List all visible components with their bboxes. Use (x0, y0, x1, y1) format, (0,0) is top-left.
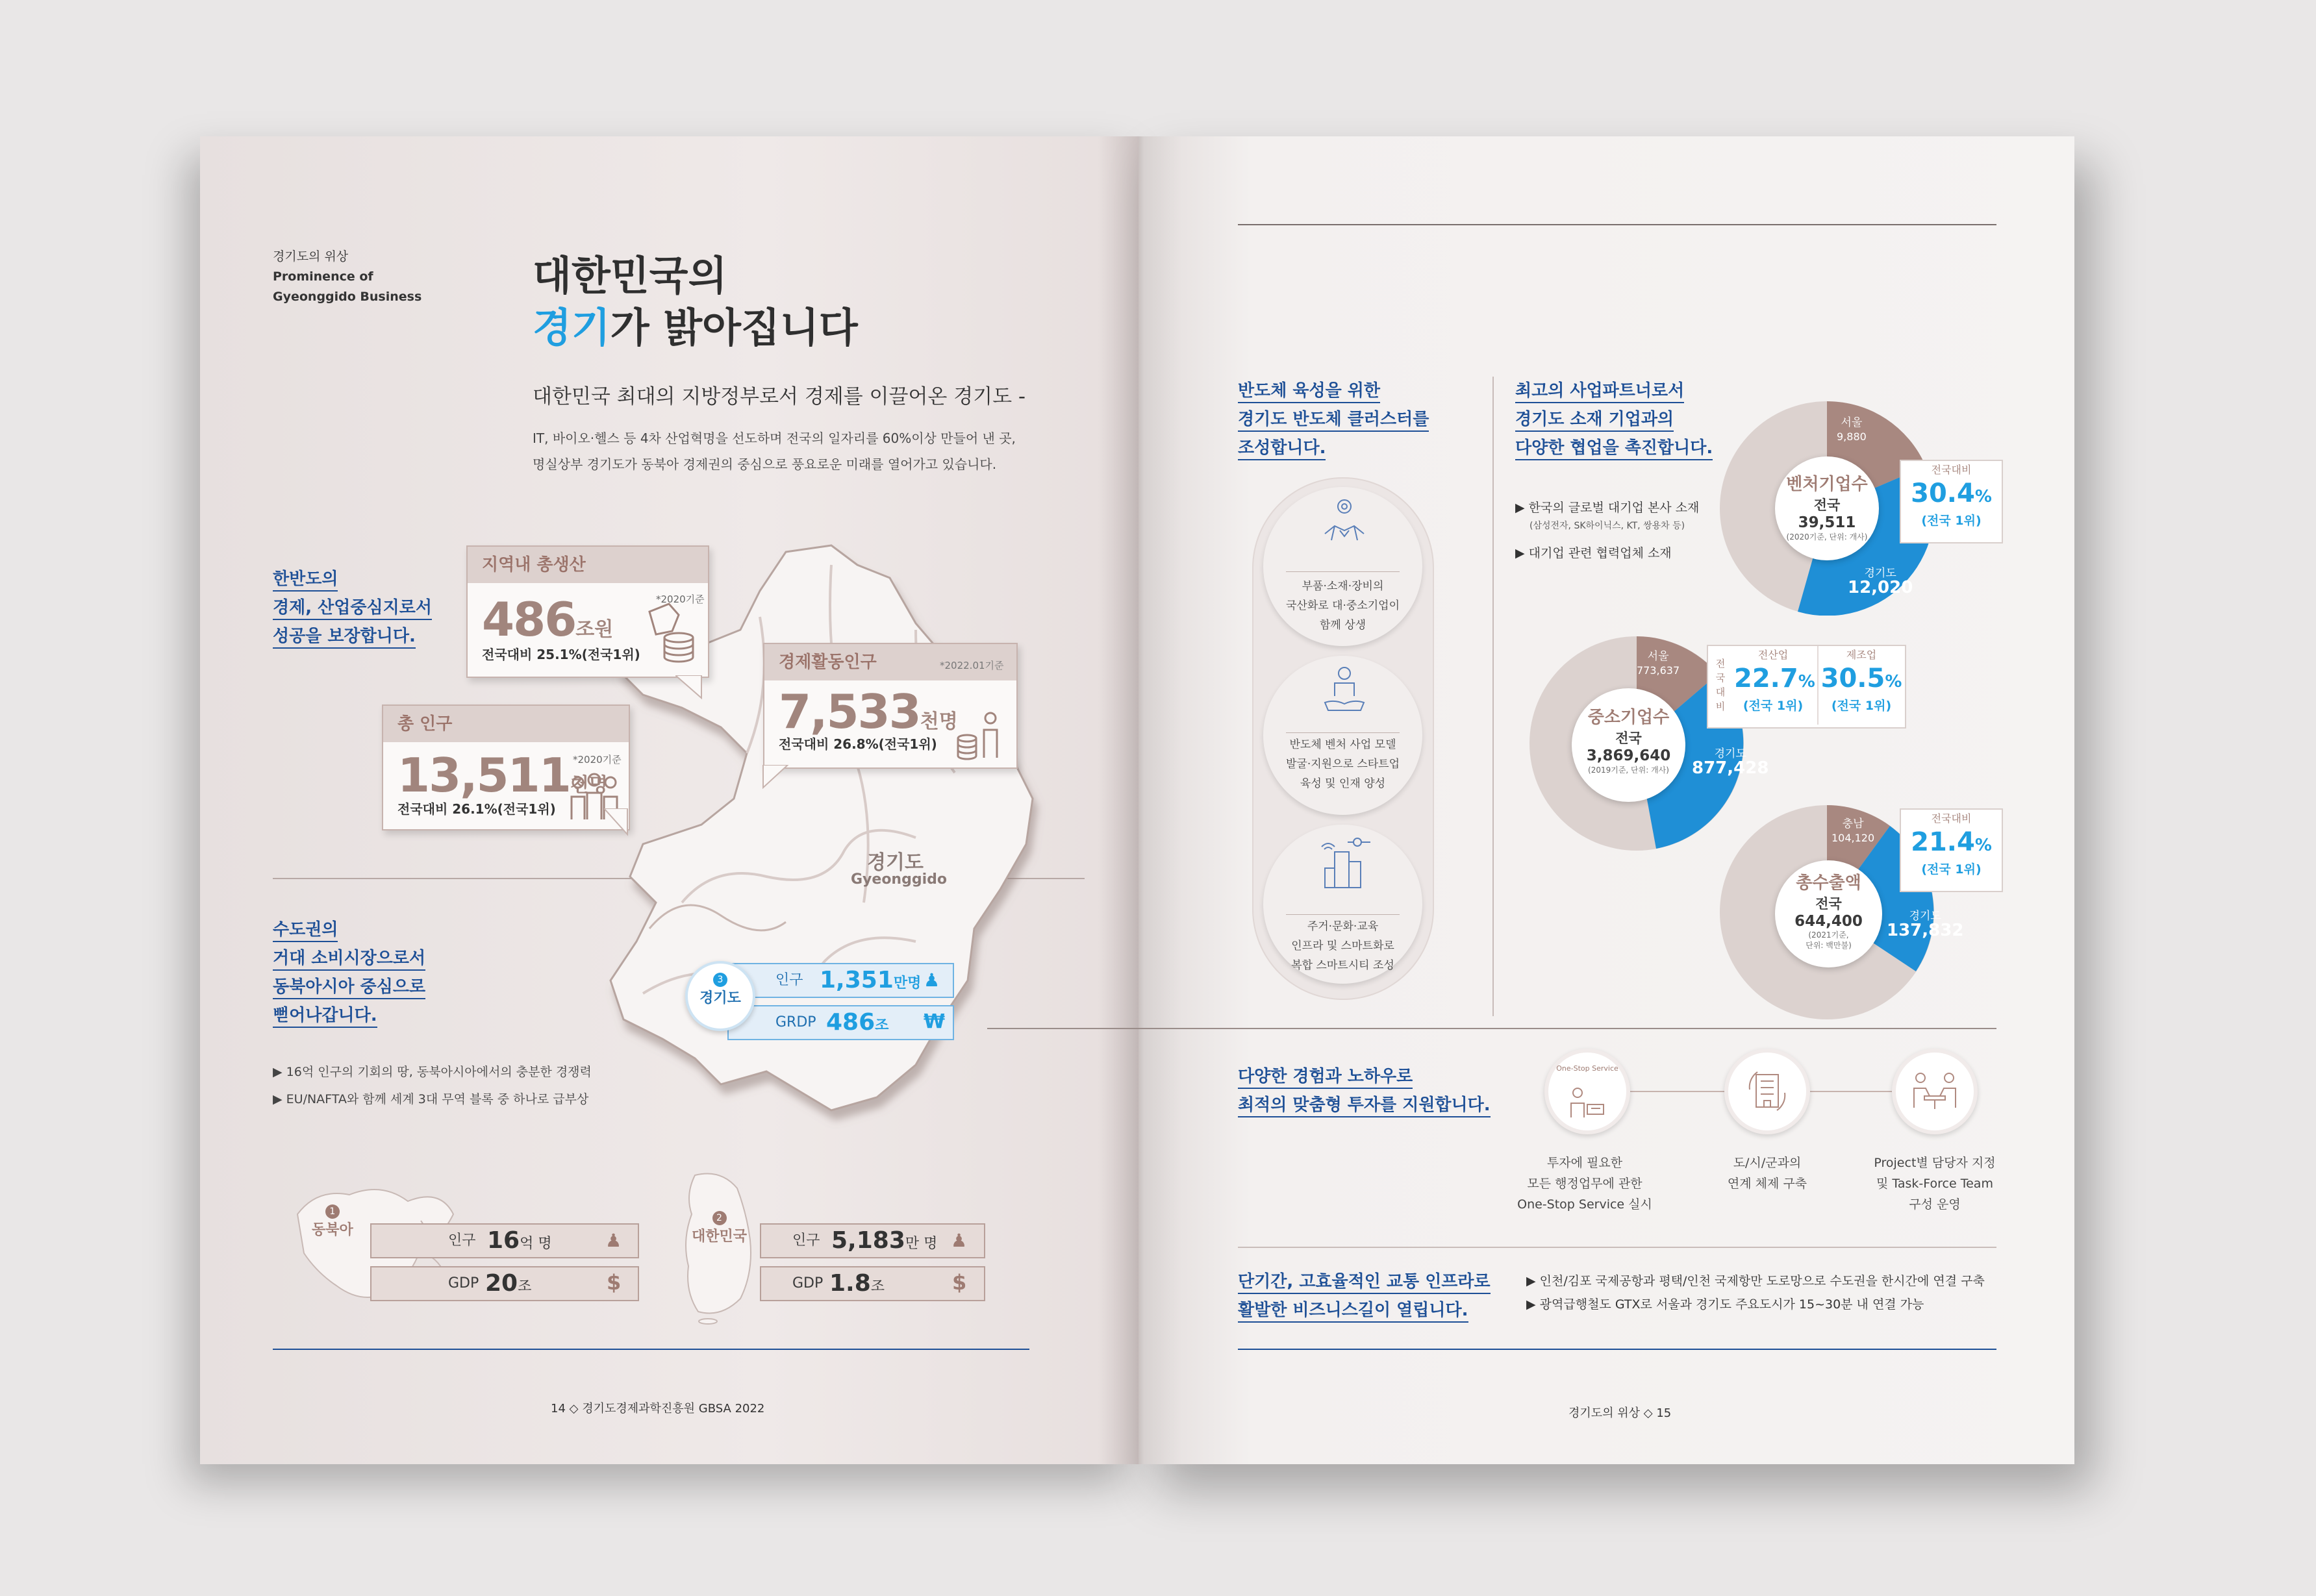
map-label-en: Gyeonggido (851, 871, 947, 888)
card-economically-active (763, 643, 1018, 769)
feature-cooperation (1263, 487, 1422, 646)
card-pointer (675, 675, 708, 701)
sme-share-box: 전국대비 전산업 22.7% (전국 1위) 제조업 30.5% (전국 1위) (1707, 645, 1906, 729)
card-regional-gdp (466, 545, 709, 678)
export-chungnam-label: 충남 104,120 (1831, 817, 1875, 844)
gyeonggi-pop-bar: 인구 1,351만명 ♟ (727, 963, 954, 998)
service-one-stop: One-Stop Service (1544, 1049, 1630, 1134)
card-note: *2022.01기준 (940, 660, 1004, 671)
dollar-icon: $ (952, 1270, 967, 1295)
card-pointer (604, 808, 636, 841)
footer-rule (1238, 1349, 1996, 1350)
korea-map (675, 1169, 760, 1325)
northeast-asia-gdp-value: 20조 (485, 1270, 532, 1297)
northeast-asia-pop-bar: 인구 16억 명 ♟ (370, 1223, 639, 1258)
section-rule (987, 1028, 1996, 1029)
venture-share-box: 전국대비 30.4% (전국 1위) (1900, 460, 2003, 543)
person-icon: ♟ (605, 1230, 622, 1251)
gyeonggi-pop-value: 1,351만명 (820, 967, 922, 993)
card-total-population (382, 704, 630, 830)
sme-gg-label: 경기도 877,428 (1692, 747, 1769, 778)
feature-text: 주거·문화·교육 인프라 및 스마트화로 복합 스마트시티 조성 (1291, 920, 1394, 972)
lead-description: IT, 바이오·헬스 등 4차 산업혁명을 선도하며 전국의 일자리를 60%이상 만들어 낸 곳, 명실상부 경기도가 동북아 경제권의 중심으로 풍요로운 미래를 열어가고 있습니다. (533, 430, 1016, 472)
card-note: *2020기준 (573, 754, 622, 766)
coins-map-icon (643, 599, 701, 673)
venture-gg-label: 경기도 12,020 (1848, 567, 1913, 597)
person-icon: ♟ (924, 969, 940, 991)
feature-startup (1263, 656, 1422, 815)
service-task-force (1892, 1049, 1978, 1134)
transport-bullets: ▶ 인천/김포 국제공항과 평택/인천 국제항만 도로망으로 수도권을 한시간에 연결 구축 ▶ 광역급행철도 GTX로 서울과 경기도 주요도시가 15~30분 내 연결 가능 (1526, 1274, 1985, 1312)
venture-seoul-label: 서울 9,880 (1837, 416, 1867, 443)
vertical-divider (1492, 377, 1494, 1016)
map-label: 경기도 (867, 851, 924, 874)
gyeonggi-grdp-bar: GRDP 486조 ₩ (727, 1005, 954, 1040)
korea-pop-value: 5,183만 명 (831, 1227, 938, 1254)
sme-seoul-label: 서울 773,637 (1637, 650, 1680, 677)
lead-text: 대한민국 최대의 지방정부로서 경제를 이끌어온 경기도 - (533, 385, 1026, 408)
dollar-icon: $ (607, 1270, 622, 1295)
footer-rule (273, 1349, 1029, 1350)
card-title: 지역내 총생산 (468, 547, 708, 583)
card-title: 총 인구 (383, 706, 629, 742)
service-city-link (1724, 1049, 1810, 1134)
feature-text: 부품·소재·장비의 국산화로 대·중소기업이 함께 상생 (1285, 580, 1400, 632)
gyeonggi-grdp-value: 486조 (826, 1009, 889, 1036)
page-title: 대한민국의 경기가 밝아집니다 (533, 252, 858, 351)
service-text-city-link: 도/시/군과의 연계 체제 구축 (1727, 1156, 1807, 1191)
feature-smart-city (1263, 825, 1422, 984)
korea-gdp-value: 1.8조 (829, 1270, 885, 1297)
city-link-icon (1744, 1067, 1790, 1116)
smart-city-icon (1315, 832, 1374, 891)
service-text-one-stop: 투자에 필요한 모든 행정업무에 관한 One-Stop Service 실시 (1517, 1156, 1652, 1212)
one-stop-service-icon (1568, 1085, 1607, 1121)
task-force-team-icon (1910, 1069, 1959, 1114)
partner-bullets: ▶ 한국의 글로벌 대기업 본사 소재 (삼성전자, SK하이닉스, KT, 쌍용차 등) ▶ 대기업 관련 협력업체 소재 (1515, 501, 1700, 560)
top-rule (1238, 224, 1996, 225)
card-sub: 전국대비 26.8%(전국1위) (779, 736, 937, 752)
card-title: 경제활동인구 (764, 644, 1016, 680)
card-note: *2020기준 (656, 593, 705, 605)
person-hand-icon (1322, 664, 1367, 716)
card-pointer (762, 765, 794, 791)
heading-partner: 최고의 사업파트너로서 경기도 소재 기업과의 다양한 협업을 촉진합니다. (1515, 377, 1713, 462)
export-center: 총수출액 전국 644,400 (2021기준, 단위: 백만불) (1775, 860, 1882, 967)
heading-investment: 다양한 경험과 노하우로 최적의 맞춤형 투자를 지원합니다. (1238, 1062, 1491, 1119)
northeast-asia-label: 1 동북아 (312, 1204, 353, 1239)
card-sub: 전국대비 25.1%(전국1위) (482, 647, 640, 662)
card-sub: 전국대비 26.1%(전국1위) (397, 801, 556, 817)
gyeonggi-badge: 3 경기도 (685, 961, 755, 1031)
northeast-asia-pop-value: 16억 명 (487, 1227, 552, 1254)
heading-semiconductor: 반도체 육성을 위한 경기도 반도체 클러스터를 조성합니다. (1238, 377, 1429, 462)
card-value: 7,533천명 (779, 684, 958, 739)
heading-market: 수도권의 거대 소비시장으로서 동북아시아 중심으로 뻗어나갑니다. (273, 916, 425, 1030)
book-gutter (1098, 136, 1182, 1464)
heading-economy: 한반도의 경제, 산업중심지로서 성공을 보장합니다. (273, 565, 432, 651)
export-gg-label: 경기도 137,832 (1887, 910, 1964, 940)
sme-center: 중소기업수 전국 3,869,640 (2019기준, 단위: 개사) (1572, 688, 1685, 802)
service-text-task-force: Project별 담당자 지정 및 Task-Force Team 구성 운영 (1874, 1156, 1996, 1212)
won-icon: ₩ (924, 1010, 946, 1033)
korea-label: 2 대한민국 (692, 1211, 747, 1245)
page-footer-right: 경기도의 위상 ◇ 15 (1568, 1406, 1672, 1420)
export-share-box: 전국대비 21.4% (전국 1위) (1900, 808, 2003, 892)
card-value: 13,511천명 (397, 748, 608, 803)
market-bullets: ▶ 16억 인구의 기회의 땅, 동북아시아에서의 충분한 경쟁력 ▶ EU/NAFTA와 함께 세계 3대 무역 블록 중 하나로 급부상 (273, 1065, 592, 1106)
feature-text: 반도체 벤처 사업 모델 발굴·지원으로 스타트업 육성 및 인재 양성 (1285, 738, 1400, 790)
korea-gdp-bar: GDP 1.8조 $ (760, 1266, 985, 1301)
person-icon: ♟ (951, 1230, 968, 1251)
page-footer-left: 14 ◇ 경기도경제과학진흥원 GBSA 2022 (551, 1402, 765, 1415)
heading-transport: 단기간, 고효율적인 교통 인프라로 활발한 비즈니스길이 열립니다. (1238, 1267, 1491, 1325)
handshake-gear-icon (1322, 495, 1367, 547)
northeast-asia-gdp-bar: GDP 20조 $ (370, 1266, 639, 1301)
section-label: 경기도의 위상 Prominence of Gyeonggido Business (273, 249, 422, 304)
worker-coins-icon (953, 709, 1005, 771)
card-value: 486조원 (482, 592, 614, 647)
divider (1238, 1247, 1996, 1248)
venture-center: 벤처기업수 전국 39,511 (2020기준, 단위: 개사) (1775, 456, 1879, 560)
korea-pop-bar: 인구 5,183만 명 ♟ (760, 1223, 985, 1258)
